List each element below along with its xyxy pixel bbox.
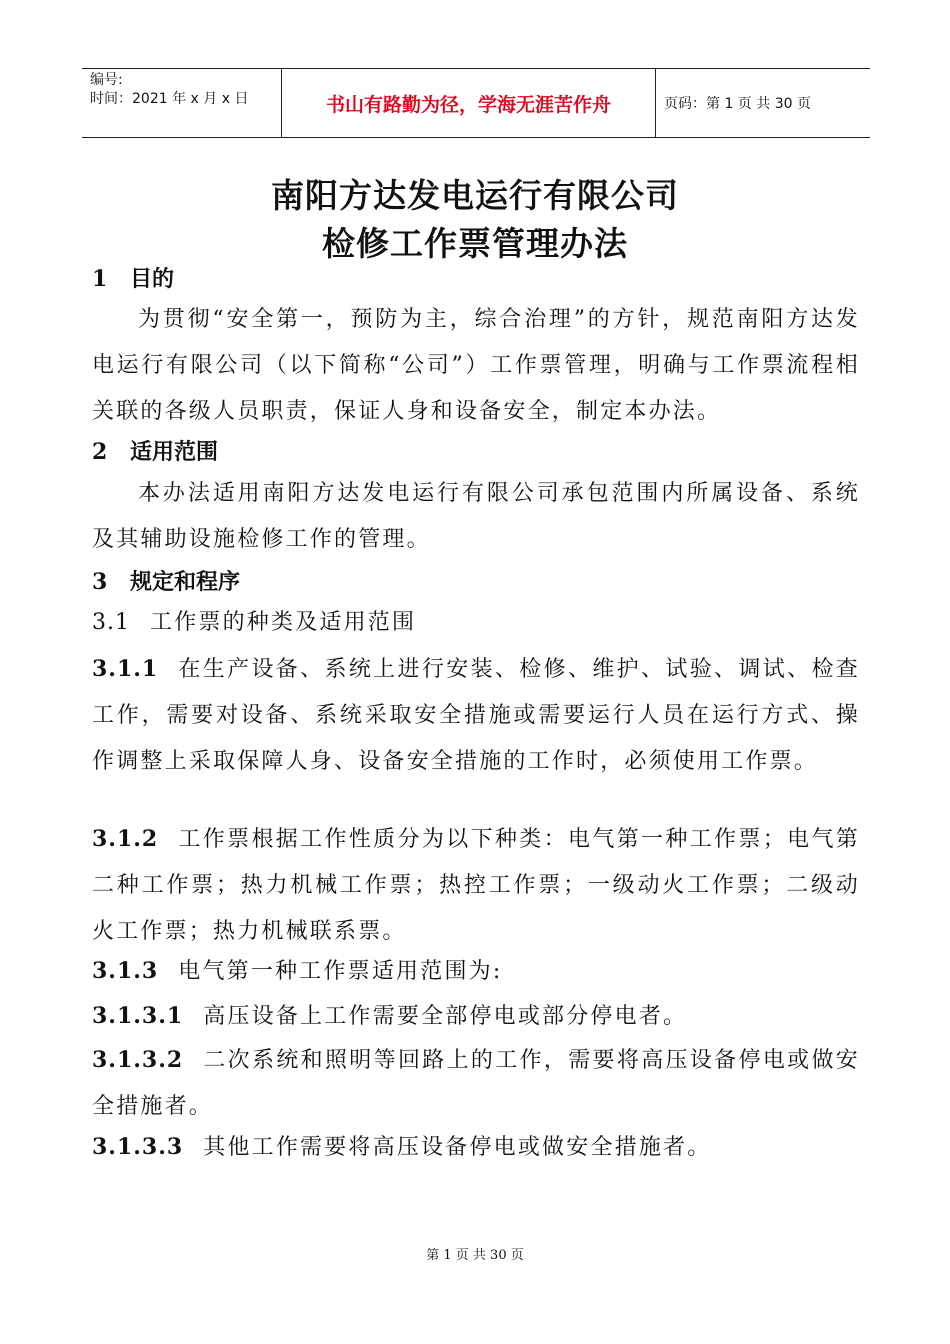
section-heading-3 <box>92 565 240 596</box>
clause-number: 3.1.1 <box>92 656 159 682</box>
clause-text: 工作票的种类及适用范围 <box>150 610 417 635</box>
section-heading-2 <box>92 435 218 466</box>
header-motto: 书山有路勤为径，学海无涯苦作舟 <box>282 69 656 137</box>
doc-number-label: 编号: <box>90 72 123 88</box>
section-title: 规定和程序 <box>130 569 241 595</box>
clause-number: 3.1.3.2 <box>92 1047 184 1073</box>
clause-3-1-3-3 <box>92 1124 860 1171</box>
section-title: 目的 <box>130 266 175 292</box>
page-header <box>82 68 870 138</box>
clause-text: 工作票根据工作性质分为以下种类：电气第一种工作票；电气第二种工作票；热力机械工作票；热控工作票；一级动火工作票；二级动火工作票；热力机械联系票。 <box>92 827 860 944</box>
clause-3-1-1 <box>92 646 860 785</box>
header-page-info: 页码：第 1 页 共 30 页 <box>664 96 811 112</box>
clause-number: 3.1.3 <box>92 958 159 984</box>
clause-number: 3.1 <box>92 610 130 635</box>
section-2-body: 本办法适用南阳方达发电运行有限公司承包范围内所属设备、系统及其辅助设施检修工作的管理。 <box>92 481 860 552</box>
clause-3-1 <box>92 600 860 646</box>
clause-3-1-3-1 <box>92 993 860 1040</box>
section-number: 3 <box>92 569 108 595</box>
clause-number: 3.1.3.3 <box>92 1134 184 1160</box>
clause-text: 在生产设备、系统上进行安装、检修、维护、试验、调试、检查工作，需要对设备、系统采取安全措施或需要运行人员在运行方式、操作调整上采取保障人身、设备安全措施的工作时，必须使用工作票。 <box>92 657 860 774</box>
clause-text: 二次系统和照明等回路上的工作，需要将高压设备停电或做安全措施者。 <box>92 1048 860 1119</box>
doc-title-line1: 南阳方达发电运行有限公司 <box>271 176 679 215</box>
clause-3-1-3-2 <box>92 1037 860 1130</box>
clause-text: 电气第一种工作票适用范围为: <box>178 959 503 984</box>
clause-text: 其他工作需要将高压设备停电或做安全措施者。 <box>203 1135 712 1160</box>
section-heading-1 <box>92 262 174 293</box>
section-1-body: 为贯彻“安全第一，预防为主，综合治理”的方针，规范南阳方达发电运行有限公司（以下简称“公司”）工作票管理，明确与工作票流程相关联的各级人员职责，保证人身和设备安全，制定本办法。 <box>92 307 860 424</box>
clause-number: 3.1.3.1 <box>92 1003 184 1029</box>
section-number: 1 <box>92 266 108 292</box>
clause-3-1-3 <box>92 948 860 995</box>
clause-text: 高压设备上工作需要全部停电或部分停电者。 <box>203 1004 688 1029</box>
doc-time-label: 时间：2021 年 x 月 x 日 <box>90 91 249 107</box>
clause-number: 3.1.2 <box>92 826 159 852</box>
header-meta <box>82 69 282 137</box>
doc-title-line2: 检修工作票管理办法 <box>322 224 628 263</box>
clause-3-1-2 <box>92 816 860 955</box>
page-footer: 第 1 页 共 30 页 <box>426 1248 524 1263</box>
section-number: 2 <box>92 439 108 465</box>
section-title: 适用范围 <box>130 439 219 465</box>
